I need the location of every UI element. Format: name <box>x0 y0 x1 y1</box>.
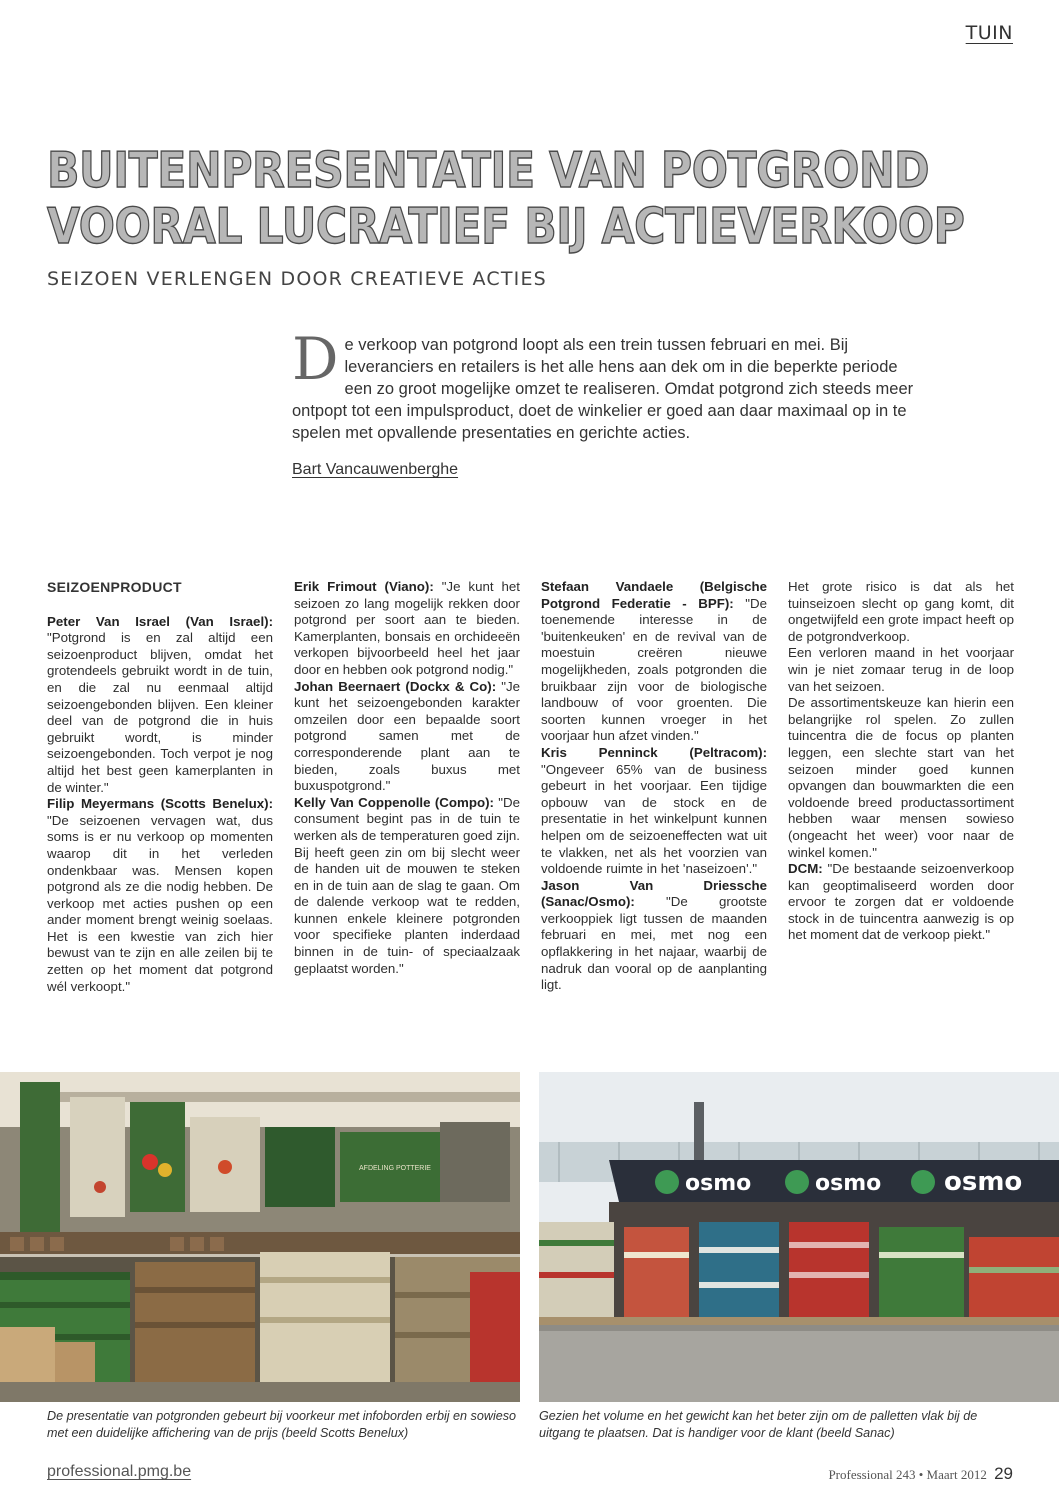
quote-paragraph <box>541 745 767 878</box>
section-tag: TUIN <box>965 22 1013 44</box>
body-paragraph: De assortimentskeuze kan hierin een belangrijke rol spelen. Zo zullen tuincentra die de focus op planten leggen, een slechte start van het seizoen minder goed kunnen opvangen dan bouwmarkten die een voldoende breed productassortiment hebben waar mensen sowieso (ongeacht het weer) voor naar de winkel komen." <box>788 695 1014 860</box>
quote-paragraph <box>788 861 1014 944</box>
footer-website-link[interactable]: professional.pmg.be <box>47 1463 192 1480</box>
quote-paragraph <box>294 795 520 978</box>
speaker-name: Filip Meyermans (Scotts Benelux): <box>47 796 273 812</box>
page-number: 29 <box>994 1464 1013 1483</box>
quote-paragraph <box>47 614 273 797</box>
speaker-name: Johan Beernaert (Dockx & Co): <box>294 678 497 694</box>
title-line-1: BUITENPRESENTATIE VAN POTGROND <box>47 142 930 199</box>
speaker-name: Kelly Van Coppenolle (Compo): <box>294 794 494 810</box>
speaker-name: Erik Frimout (Viano): <box>294 579 434 594</box>
speaker-name: Stefaan Vandaele (Belgische Potgrond Federatie - BPF): <box>541 579 767 611</box>
body-paragraph: Een verloren maand in het voorjaar win je niet zomaar terug in de loop van het seizoen. <box>788 645 1014 694</box>
banner-text-1: osmo <box>685 1171 752 1196</box>
speaker-name: Peter Van Israel (Van Israel): <box>47 613 273 629</box>
title-line-2: VOORAL LUCRATIEF BIJ ACTIEVERKOOP <box>47 198 965 255</box>
quote-text: "De bestaande seizoenverkoop kan geoptimaliseerd worden door ervoor te zorgen dat er voldoende stock in de tuincentra aanwezig is op het moment dat de verkoop piekt." <box>788 861 1014 943</box>
banner-text-2: osmo <box>815 1171 882 1196</box>
column-4 <box>788 579 1014 1059</box>
column-3 <box>541 579 767 1059</box>
section-heading: SEIZOENPRODUCT <box>47 579 182 595</box>
quote-text: "De grootste verkooppiek ligt tussen de maanden februari en mei, met nog een opflakkering in het najaar, waarbij de nadruk dan vooral op de aanplanting ligt. <box>541 894 767 993</box>
quote-paragraph <box>541 878 767 994</box>
quote-paragraph <box>294 679 520 795</box>
quote-text: "Potgrond is en zal altijd een seizoenproduct blijven, omdat het grotendeels gebruikt wordt in de tuin, en die zal nu eenmaal altijd seizoengebonden blijven. Een kleiner deel van de potgrond die in huis gebruikt wordt, is minder seizoengebonden. Toch verpot je nog altijd het best geen kamerplanten in de winter." <box>47 630 273 795</box>
article-subtitle: SEIZOEN VERLENGEN DOOR CREATIEVE ACTIES <box>47 268 547 290</box>
issue-label: Professional 243 • Maart 2012 <box>828 1467 987 1482</box>
body-paragraph: Het grote risico is dat als het tuinseizoen slecht op gang komt, dit ongetwijfeld een grote impact heeft op de potgrondverkoop. <box>788 579 1014 644</box>
photo-caption-right: Gezien het volume en het gewicht kan het beter zijn om de palletten vlak bij de uitgang te plaatsen. Dat is handiger voor de klant (beeld Sanac) <box>539 1409 978 1440</box>
author-byline[interactable]: Bart Vancauwenberghe <box>292 461 459 478</box>
speaker-name: Jason Van Driessche (Sanac/Osmo): <box>541 877 767 910</box>
quote-paragraph <box>294 579 520 679</box>
article-title <box>47 142 965 255</box>
store-sign-text: AFDELING POTTERIE <box>359 1165 431 1172</box>
column-2 <box>294 579 520 1059</box>
intro-paragraph <box>292 325 922 444</box>
quote-text: "De consument begint pas in de tuin te werken als de temperaturen goed zijn. Bij heeft geen zin om bij slecht weer de handen uit de mouwen te steken en in de tuin aan de slag te gaan. Om de dalende verkoop wat te redden, kunnen enkele kleinere potgronden voor specifieke planten inderdaad binnen in de tuin- of speciaalzaak geplaatst worden." <box>294 794 520 976</box>
quote-text: "Je kunt het seizoengebonden karakter omzeilen door een bepaalde soort potgrond samen met de corresponderende plant aan te bieden, zoals buxus met buxuspotgrond." <box>294 678 520 794</box>
banner-text-3: osmo <box>944 1167 1023 1197</box>
photo-outdoor-pallets <box>539 1072 1059 1402</box>
speaker-name: DCM: <box>788 861 823 877</box>
photo-store-display <box>0 1072 520 1402</box>
quote-paragraph <box>541 579 767 745</box>
speaker-name: Kris Penninck (Peltracom): <box>541 744 767 760</box>
photo-caption-left: De presentatie van potgronden gebeurt bij voorkeur met infoborden erbij en sowieso met een duidelijke affichering van de prijs (beeld Scotts Benelux) <box>47 1409 517 1440</box>
quote-text: "De seizoenen vervagen wat, dus soms is er nu verkoop op momenten waarop dit in het verleden ondenkbaar was. Mensen kopen potgrond als ze die nodig hebben. De verkoop met acties pushen op een ander moment brengt weinig soelaas. Het is een kwestie van zich hier bewust van te zijn en alle zeilen bij te zetten op het moment dat potgrond wél verkoopt." <box>47 812 273 994</box>
store-display-illustration <box>0 1072 520 1402</box>
intro-text: e verkoop van potgrond loopt als een trein tussen februari en mei. Bij leveranciers en retailers is het alle hens aan dek om in die beperkte periode een zo groot mogelijke omzet te realiseren. Omdat potgrond zich steeds meer ontpopt tot een impulsproduct, doet de winkelier er goed aan daar maximaal op in te spelen met opvallende presentaties en gerichte acties. <box>292 336 914 442</box>
column-1 <box>47 579 273 1059</box>
footer-issue <box>828 1464 1013 1484</box>
quote-text: "De toenemende interesse in de 'buitenkeuken' en de revival van de moestuin creëren nieuwe mogelijkheden, zoals potgronden die bruikbaar zijn voor de biologische landbouw of voor groenten. Die soorten kunnen vroeger in het voorjaar hun afzet vinden." <box>541 595 767 744</box>
quote-text: "Ongeveer 65% van de business gebeurt in het voorjaar. Een tijdige opbouw van de stock en de presentatie in het winkelpunt kunnen helpen om de seizoeneffecten wat uit te vlakken, net als het voorzien van voldoende ruimte in het 'naseizoen'." <box>541 761 767 877</box>
quote-text: "Je kunt het seizoen zo lang mogelijk rekken door potgrond per soort aan te bieden. Kamerplanten, bonsais en orchideeën verkopen bijvoorbeeld heel het jaar door en hebben ook potgrond nodig." <box>294 579 520 677</box>
quote-paragraph <box>47 796 273 995</box>
drop-cap: D <box>292 325 339 393</box>
article-body <box>47 579 1014 1059</box>
outdoor-pallets-illustration <box>539 1072 1059 1402</box>
